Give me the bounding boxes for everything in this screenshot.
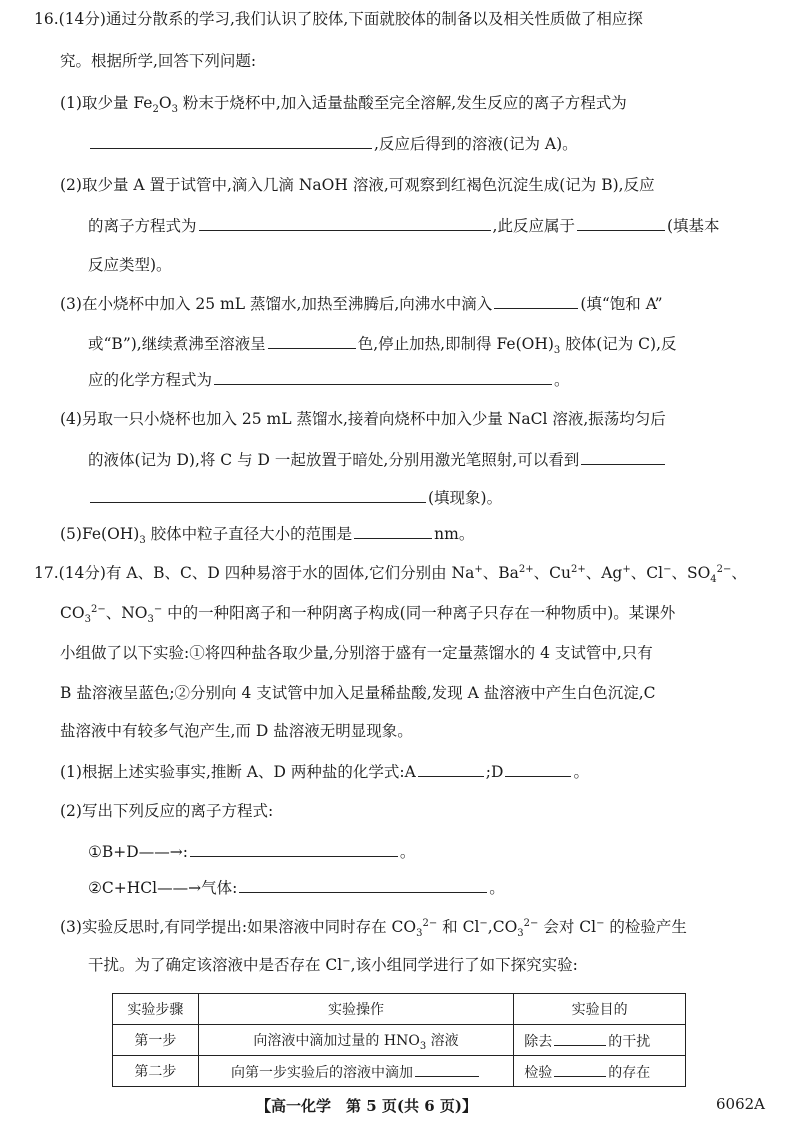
- q16-line2: 究。根据所学,回答下列问题:: [60, 52, 257, 70]
- answer-blank[interactable]: [494, 292, 578, 309]
- step-cell: 第二步: [113, 1056, 199, 1087]
- table-header-row: [113, 994, 686, 1025]
- q16-part2-line3: 反应类型)。: [88, 256, 172, 274]
- answer-blank[interactable]: [214, 368, 552, 385]
- operation-cell: 向第一步实验后的溶液中滴加: [198, 1056, 513, 1087]
- q17-line1: 17.(14分)有 A、B、C、D 四种易溶于水的固体,它们分别由 Na+、$Ba^{2+}$、$Cu^{2+}$、Ag+、Cl−、$SO_4^{2-}$、: [34, 563, 747, 586]
- q17-part2: (2)写出下列反应的离子方程式:: [60, 802, 274, 820]
- q17-eq2: ②C+HCl——→气体: 。: [88, 876, 505, 899]
- answer-blank[interactable]: [554, 1029, 606, 1046]
- q17-line2: $CO_3^{2-}$、$NO_3^-$ 中的一种阳离子和一种阴离子构成(同一种离子只存在一种物质中)。某课外: [60, 603, 676, 626]
- goal-cell: 检验 的存在: [514, 1056, 686, 1087]
- answer-blank[interactable]: [199, 214, 491, 231]
- q17-part3-line2: 干扰。为了确定该溶液中是否存在 Cl−,该小组同学进行了如下探究实验:: [88, 955, 578, 974]
- q17-line4: B 盐溶液呈蓝色;②分别向 4 支试管中加入足量稀盐酸,发现 A 盐溶液中产生白色沉淀,C: [60, 684, 656, 702]
- q16-part3-line3: 应的化学方程式为 。: [88, 368, 570, 391]
- q17-part3-line1: (3)实验反思时,有同学提出:如果溶液中同时存在 $CO_3^{2-}$ 和 $Cl^-,CO_3^{2-}$ 会对 Cl− 的检验产生: [60, 917, 687, 940]
- q16-part4-line1: (4)另取一只小烧杯也加入 25 mL 蒸馏水,接着向烧杯中加入少量 NaCl 溶液,振荡均匀后: [60, 410, 666, 428]
- answer-blank[interactable]: [190, 840, 398, 857]
- operation-cell: 向溶液中滴加过量的 $HNO_3$ 溶液: [198, 1025, 513, 1056]
- q16-part1-line2: ,反应后得到的溶液(记为 A)。: [88, 132, 578, 155]
- answer-blank[interactable]: [354, 522, 432, 539]
- q16-part3-line1: (3)在小烧杯中加入 25 mL 蒸馏水,加热至沸腾后,向沸水中滴入 (填“饱和 A”: [60, 292, 663, 315]
- table-row: [113, 1025, 686, 1056]
- answer-blank[interactable]: [239, 876, 487, 893]
- answer-blank[interactable]: [90, 486, 426, 503]
- answer-blank[interactable]: [415, 1060, 479, 1077]
- answer-blank[interactable]: [90, 132, 372, 149]
- q16-part1-line1: (1)取少量 $Fe_2O_3$ 粉末于烧杯中,加入适量盐酸至完全溶解,发生反应的离子方程式为: [60, 94, 627, 116]
- header-operation: 实验操作: [198, 994, 513, 1025]
- q17-line5: 盐溶液中有较多气泡产生,而 D 盐溶液无明显现象。: [60, 722, 413, 740]
- answer-blank[interactable]: [577, 214, 665, 231]
- answer-blank[interactable]: [418, 760, 484, 777]
- paper-code: 6062A: [716, 1095, 766, 1113]
- answer-blank[interactable]: [505, 760, 571, 777]
- q17-line3: 小组做了以下实验:①将四种盐各取少量,分别溶于盛有一定量蒸馏水的 4 支试管中,只有: [60, 644, 653, 662]
- goal-cell: 除去 的干扰: [514, 1025, 686, 1056]
- q17-eq1: ①B+D——→: 。: [88, 840, 415, 863]
- header-step: 实验步骤: [113, 994, 199, 1025]
- answer-blank[interactable]: [581, 448, 665, 465]
- q16-part4-line3: (填现象)。: [88, 486, 502, 509]
- q17-part1: (1)根据上述实验事实,推断 A、D 两种盐的化学式:A ;D 。: [60, 760, 589, 783]
- q16-part3-line2: 或“B”),继续煮沸至溶液呈 色,停止加热,即制得 $Fe(OH)_3$ 胶体(记为 C),反: [88, 332, 677, 355]
- q16-line1: 16.(14分)通过分散系的学习,我们认识了胶体,下面就胶体的制备以及相关性质做了相应探: [34, 10, 643, 28]
- answer-blank[interactable]: [268, 332, 356, 349]
- experiment-table: [112, 993, 686, 1087]
- page-footer: 【高一化学 第 5 页(共 6 页)】: [256, 1097, 477, 1115]
- answer-blank[interactable]: [554, 1060, 606, 1077]
- table-row: [113, 1056, 686, 1087]
- q16-part5: $(5)Fe(OH)_3$ 胶体中粒子直径大小的范围是 nm。: [60, 522, 474, 545]
- step-cell: 第一步: [113, 1025, 199, 1056]
- q16-part2-line1: (2)取少量 A 置于试管中,滴入几滴 NaOH 溶液,可观察到红褐色沉淀生成(记为 B),反应: [60, 176, 655, 194]
- header-goal: 实验目的: [514, 994, 686, 1025]
- q16-part4-line2: 的液体(记为 D),将 C 与 D 一起放置于暗处,分别用激光笔照射,可以看到: [88, 448, 667, 471]
- q16-part2-line2: 的离子方程式为 ,此反应属于 (填基本: [88, 214, 720, 237]
